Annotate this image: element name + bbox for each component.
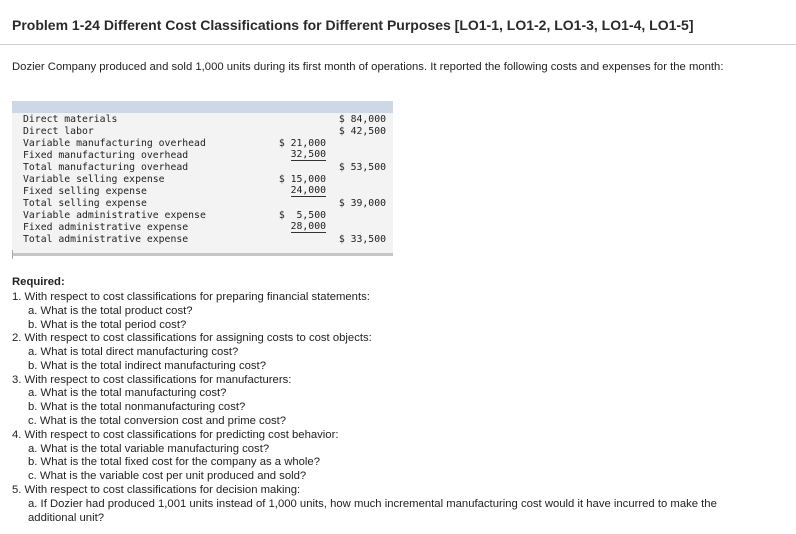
value-fixed-mfg-overhead: 32,500	[290, 149, 326, 160]
row-label-total-admin: Total administrative expense	[23, 234, 189, 245]
row-label-fixed-mfg-overhead: Fixed manufacturing overhead	[23, 150, 189, 161]
question-3c: c. What is the total conversion cost and prime cost?	[28, 415, 287, 427]
cost-table-header-bar	[12, 101, 393, 113]
value-fixed-selling: 24,000	[290, 185, 326, 196]
question-1: 1. With respect to cost classifications for preparing financial statements:	[12, 291, 370, 303]
title-divider	[0, 44, 796, 45]
question-3a: a. What is the total manufacturing cost?	[28, 387, 227, 399]
row-label-variable-mfg-overhead: Variable manufacturing overhead	[23, 138, 206, 149]
value-fixed-admin: 28,000	[290, 221, 326, 232]
question-4b: b. What is the total fixed cost for the company as a whole?	[28, 456, 320, 468]
value-total-mfg-overhead: $ 53,500	[338, 162, 386, 173]
question-4a: a. What is the total variable manufacturing cost?	[28, 443, 270, 455]
question-5: 5. With respect to cost classifications for decision making:	[12, 484, 301, 496]
question-1a: a. What is the total product cost?	[28, 305, 193, 317]
value-direct-materials: $ 84,000	[338, 114, 386, 125]
row-label-variable-selling: Variable selling expense	[23, 174, 165, 185]
problem-title: Problem 1-24 Different Cost Classifications for Different Purposes [LO1-1, LO1-2, LO1-3, LO1-4, LO1-5]	[12, 17, 694, 33]
row-label-direct-labor: Direct labor	[23, 126, 94, 137]
problem-intro: Dozier Company produced and sold 1,000 units during its first month of operations. It reported the following costs and expenses for the month:	[12, 61, 724, 73]
required-heading: Required:	[12, 276, 65, 288]
value-variable-admin: $ 5,500	[278, 210, 326, 221]
value-variable-selling: $ 15,000	[278, 174, 326, 185]
value-variable-mfg-overhead: $ 21,000	[278, 138, 326, 149]
value-total-selling: $ 39,000	[338, 198, 386, 209]
row-label-direct-materials: Direct materials	[23, 114, 118, 125]
question-1b: b. What is the total period cost?	[28, 319, 187, 331]
question-4c: c. What is the variable cost per unit produced and sold?	[28, 470, 307, 482]
cost-table-corner-mark	[12, 250, 13, 259]
question-2: 2. With respect to cost classifications for assigning costs to cost objects:	[12, 332, 372, 344]
row-label-fixed-selling: Fixed selling expense	[23, 186, 147, 197]
question-3b: b. What is the total nonmanufacturing cost?	[28, 401, 246, 413]
question-2b: b. What is the total indirect manufacturing cost?	[28, 360, 266, 372]
row-label-variable-admin: Variable administrative expense	[23, 210, 206, 221]
row-label-total-selling: Total selling expense	[23, 198, 147, 209]
question-3: 3. With respect to cost classifications for manufacturers:	[12, 374, 292, 386]
question-4: 4. With respect to cost classifications for predicting cost behavior:	[12, 429, 339, 441]
value-direct-labor: $ 42,500	[338, 126, 386, 137]
question-5a: a. If Dozier had produced 1,001 units instead of 1,000 units, how much incremental manufacturing cost would it have incurred to make the additional unit?	[28, 498, 717, 524]
value-total-admin: $ 33,500	[338, 234, 386, 245]
question-2a: a. What is total direct manufacturing cost?	[28, 346, 239, 358]
row-label-total-mfg-overhead: Total manufacturing overhead	[23, 162, 189, 173]
cost-table-footer-bar	[12, 253, 393, 256]
row-label-fixed-admin: Fixed administrative expense	[23, 222, 189, 233]
